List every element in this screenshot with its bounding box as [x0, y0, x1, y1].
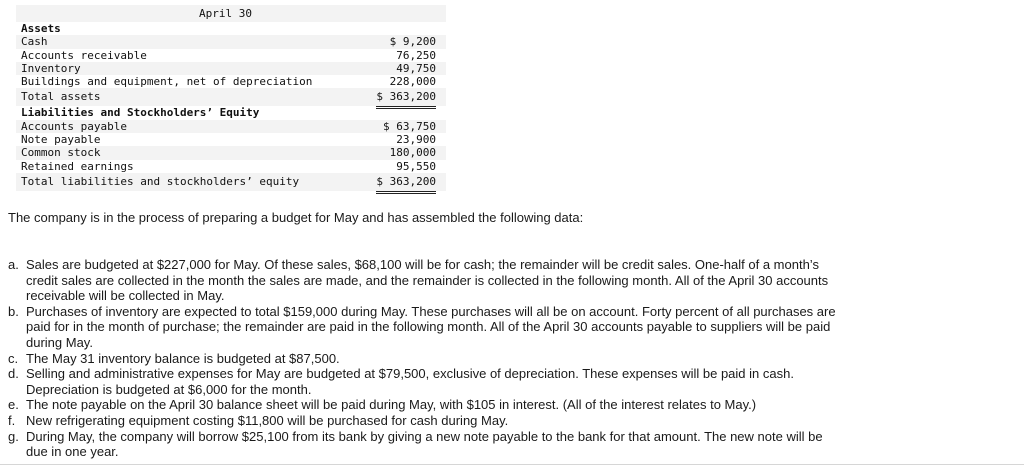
list-item: [6, 413, 836, 429]
asset-label: Buildings and equipment, net of depreciation: [21, 75, 313, 89]
total-liabilities-value: $ 363,200: [376, 173, 436, 194]
asset-value: 76,250: [396, 48, 436, 62]
list-item: [6, 429, 836, 460]
balance-sheet-header: [16, 5, 446, 22]
assets-heading-row: [16, 22, 446, 35]
balance-sheet: [16, 5, 446, 191]
asset-value: 228,000: [389, 75, 436, 89]
liability-row-retained-earnings: [16, 160, 446, 173]
total-liabilities-label: Total liabilities and stockholders’ equity: [21, 174, 300, 188]
list-item: [6, 257, 836, 304]
item-marker: e.: [8, 397, 19, 413]
assets-heading: Assets: [21, 22, 61, 35]
item-marker: f.: [8, 412, 16, 428]
list-item: [6, 366, 836, 397]
liability-value: 180,000: [389, 146, 436, 160]
balance-sheet-date: April 30: [199, 7, 252, 20]
liability-label: Retained earnings: [21, 159, 134, 173]
bottom-divider: [0, 464, 1024, 465]
liabilities-heading-row: [16, 106, 446, 119]
list-item: [6, 397, 836, 413]
liability-label: Common stock: [21, 146, 101, 160]
liability-value: 23,900: [396, 133, 436, 147]
item-text: The note payable on the April 30 balance sheet will be paid during May, with $105 in interest. (All of the interest relates to May.): [26, 397, 757, 413]
list-item: [6, 304, 836, 351]
item-text: New refrigerating equipment costing $11,800 will be purchased for cash during May.: [26, 412, 509, 428]
total-assets-label: Total assets: [21, 90, 101, 104]
item-text: During May, the company will borrow $25,100 from its bank by giving a new note payable to the bank for that amount. The new note will be due in one year.: [26, 428, 823, 460]
liability-value: $ 63,750: [383, 119, 436, 133]
asset-label: Inventory: [21, 61, 81, 75]
liability-row-accounts-payable: [16, 120, 446, 133]
total-liabilities-row: [16, 173, 446, 191]
asset-label: Cash: [21, 35, 48, 49]
liability-row-common-stock: [16, 146, 446, 159]
item-marker: g.: [8, 428, 19, 444]
item-text: Selling and administrative expenses for May are budgeted at $79,500, exclusive of depreciation. These expenses will be paid in cash. Depreciation is budgeted at $6,000 for the month.: [26, 366, 794, 397]
budget-data-list: [6, 257, 836, 460]
liability-row-note-payable: [16, 133, 446, 146]
item-text: The May 31 inventory balance is budgeted at $87,500.: [26, 350, 340, 366]
asset-row-inventory: [16, 62, 446, 75]
liability-label: Note payable: [21, 133, 101, 147]
asset-value: 49,750: [396, 61, 436, 75]
liability-value: 95,550: [396, 159, 436, 173]
asset-value: $ 9,200: [389, 35, 436, 49]
list-item: [6, 351, 836, 367]
item-text: Sales are budgeted at $227,000 for May. Of these sales, $68,100 will be for cash; the remainder will be credit sales. One-half of a month’s credit sales are collected in the month the sales are made, and the remainder is collected in the following month. All of the April 30 accounts receivable will be collected in May.: [26, 257, 829, 304]
asset-row-cash: [16, 35, 446, 48]
liabilities-heading: Liabilities and Stockholders’ Equity: [21, 106, 260, 120]
item-marker: b.: [8, 303, 19, 319]
intro-text: The company is in the process of preparing a budget for May and has assembled the following data:: [8, 210, 584, 225]
item-text: Purchases of inventory are expected to total $159,000 during May. These purchases will all be on account. Forty percent of all purchases are paid for in the month of purchase; the remainder are paid in the following month. All of the April 30 accounts payable to suppliers will be paid during May.: [26, 303, 836, 350]
item-marker: a.: [8, 257, 19, 272]
item-marker: d.: [8, 366, 19, 382]
liability-label: Accounts payable: [21, 119, 127, 133]
asset-row-accounts-receivable: [16, 49, 446, 62]
asset-row-buildings: [16, 75, 446, 88]
item-marker: c.: [8, 350, 19, 366]
total-assets-value: $ 363,200: [376, 88, 436, 109]
asset-label: Accounts receivable: [21, 48, 147, 62]
total-assets-row: [16, 88, 446, 106]
